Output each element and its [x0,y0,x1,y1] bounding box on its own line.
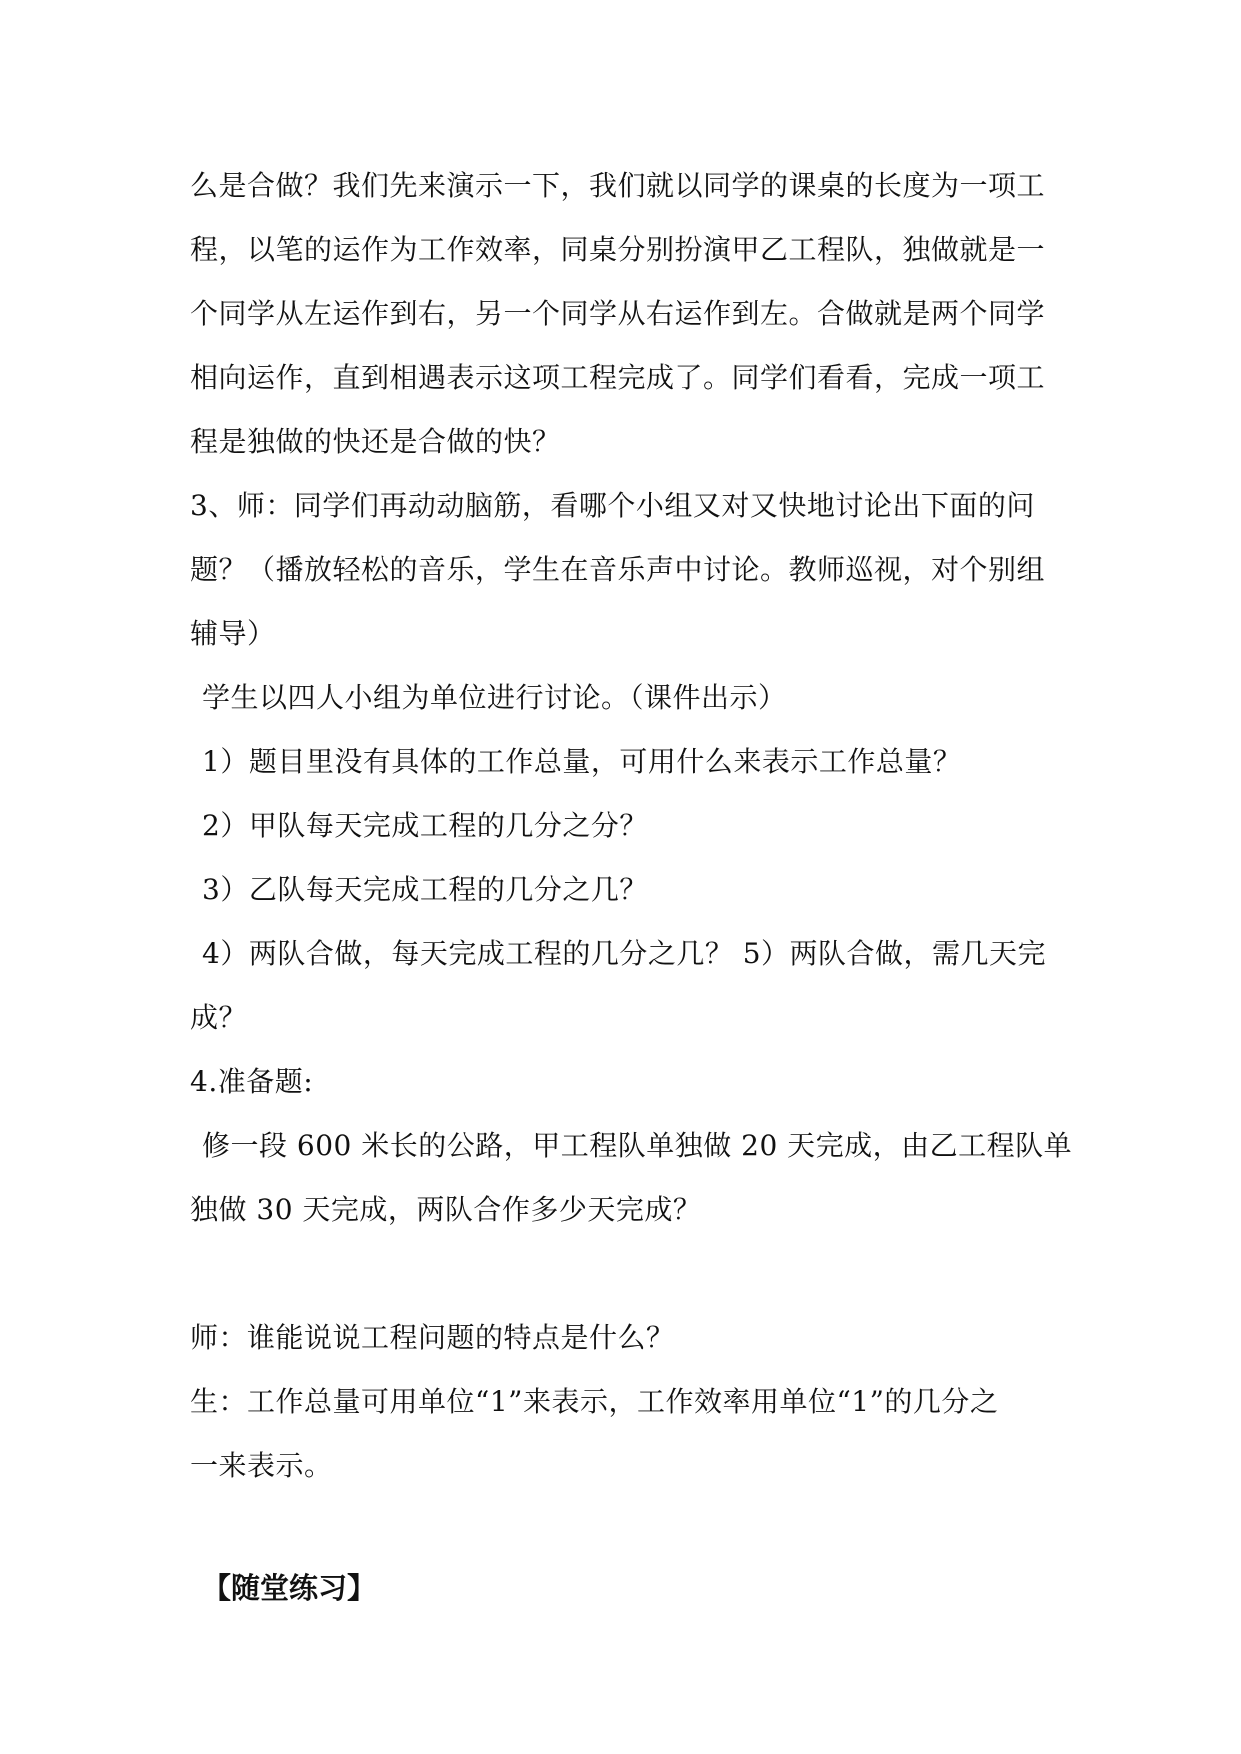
subheading: 4.准备题: [190,1065,314,1098]
text-line: 3、师：同学们再动动脑筋，看哪个小组又对又快地讨论出下面的问 [190,489,1035,522]
text-line: 学生以四人小组为单位进行讨论。（课件出示） [202,681,787,714]
text-line: 师：谁能说说工程问题的特点是什么？ [190,1321,675,1354]
text-line: 生：工作总量可用单位“1”来表示，工作效率用单位“1”的几分之 [190,1385,999,1418]
text-line: 么是合做？我们先来演示一下，我们就以同学的课桌的长度为一项工 [190,169,1046,202]
list-item: 4）两队合做，每天完成工程的几分之几？ 5）两队合做，需几天完 [202,937,1047,970]
text-line: 独做 30 天完成，两队合作多少天完成？ [190,1193,702,1226]
text-line: 个同学从左运作到右，另一个同学从右运作到左。合做就是两个同学 [190,297,1046,330]
text-line: 一来表示。 [190,1449,333,1482]
text-line: 成？ [190,1001,248,1034]
list-item: 1）题目里没有具体的工作总量，可用什么来表示工作总量？ [202,745,962,778]
list-item: 2）甲队每天完成工程的几分之分？ [202,809,648,842]
text-line: 辅导） [190,617,276,650]
text-line: 相向运作，直到相遇表示这项工程完成了。同学们看看，完成一项工 [190,361,1046,394]
text-line: 题？（播放轻松的音乐，学生在音乐声中讨论。教师巡视，对个别组 [190,553,1046,586]
list-item: 3）乙队每天完成工程的几分之几？ [202,873,648,906]
section-heading: 【随堂练习】 [202,1571,377,1605]
text-line: 程是独做的快还是合做的快？ [190,425,561,458]
text-line: 修一段 600 米长的公路，甲工程队单独做 20 天完成，由乙工程队单 [202,1129,1073,1162]
text-line: 程，以笔的运作为工作效率，同桌分别扮演甲乙工程队，独做就是一 [190,233,1046,266]
